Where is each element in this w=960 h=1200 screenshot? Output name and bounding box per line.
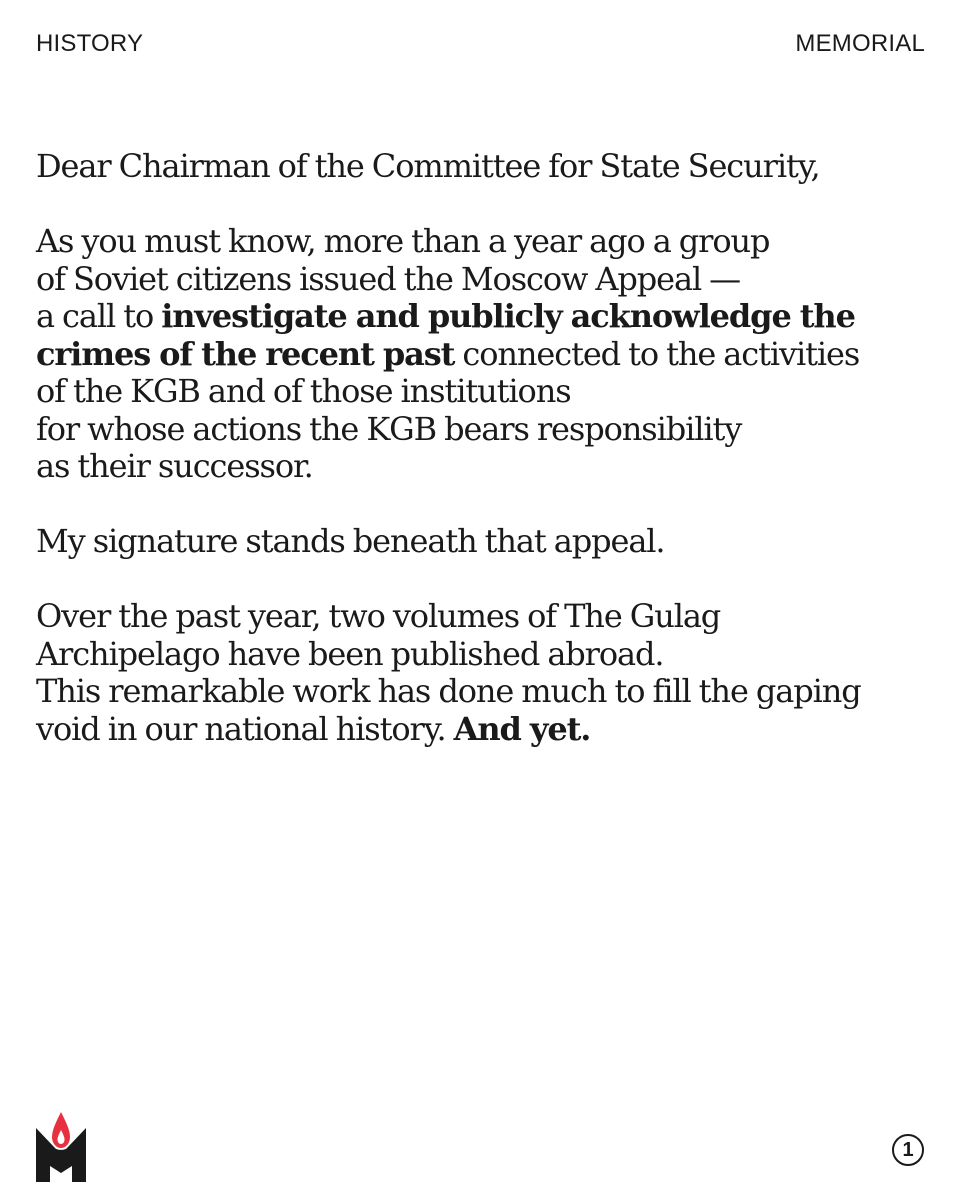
memorial-logo-icon: [35, 1110, 87, 1182]
line: as their successor.: [36, 447, 313, 485]
emphasis: crimes of the recent past: [36, 334, 455, 373]
line: This remarkable work has done much to fill the gaping: [36, 672, 861, 710]
line: As you must know, more than a year ago a group: [36, 222, 770, 260]
line: for whose actions the KGB bears responsibility: [36, 409, 742, 448]
brand-label: MEMORIAL: [795, 30, 925, 57]
line: of Soviet citizens issued the Moscow Appeal —: [36, 259, 741, 298]
page-number: 1: [902, 1139, 914, 1161]
letter-body: [36, 148, 926, 786]
salutation: Dear Chairman of the Committee for State Security,: [36, 147, 820, 185]
emphasis: investigate and publicly acknowledge the: [161, 297, 855, 335]
line: Over the past year, two volumes of The Gulag: [36, 597, 721, 635]
page-number-badge: [892, 1134, 924, 1166]
section-label: HISTORY: [36, 30, 144, 57]
line: a call to: [36, 297, 162, 335]
paragraph-gulag: [36, 598, 926, 748]
paragraph-appeal: [36, 223, 926, 486]
paragraph-signature: My signature stands beneath that appeal.: [36, 522, 665, 560]
line: void in our national history.: [36, 709, 454, 748]
line: connected to the activities: [454, 334, 860, 373]
line: of the KGB and of those institutions: [36, 372, 571, 410]
line: Archipelago have been published abroad.: [36, 634, 664, 673]
header: [36, 30, 925, 58]
emphasis: And yet.: [453, 709, 591, 748]
